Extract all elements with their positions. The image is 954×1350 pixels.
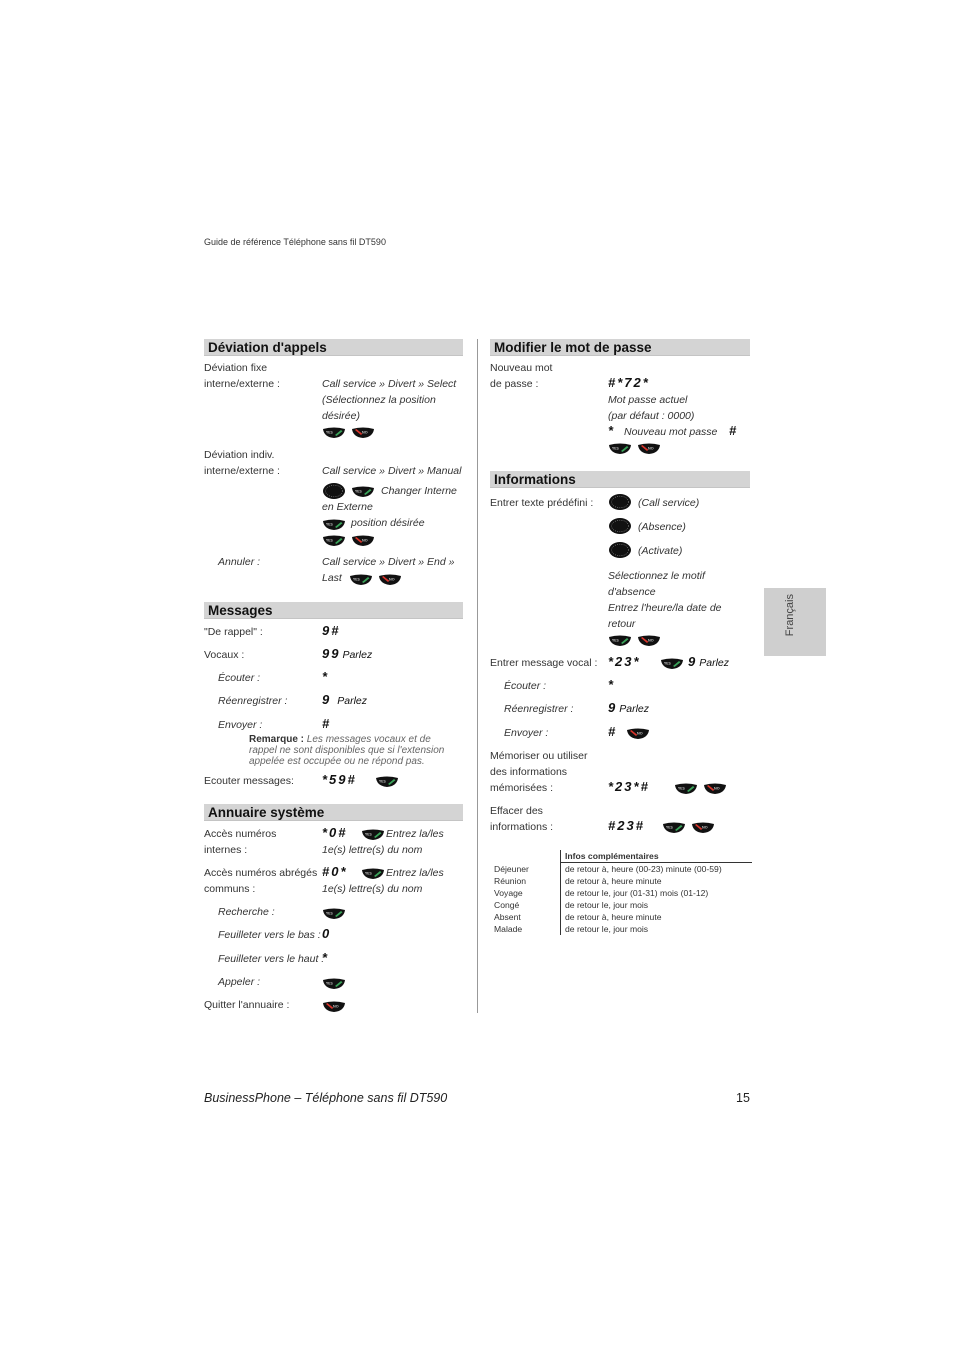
info-vocal-key: *23*: [608, 654, 641, 669]
svg-text:NO: NO: [362, 538, 368, 543]
table-cell-detail: de retour à, heure minute: [561, 875, 753, 887]
remarque-text: Les messages vocaux et de: [306, 734, 431, 745]
annuaire-lettres2: 1e(s) lettre(s) du nom: [322, 883, 423, 895]
info-memo-label: Mémoriser ou utiliser: [490, 750, 588, 762]
remarque-text3: appelée est occupée ou ne répond pas.: [249, 756, 425, 767]
info-select4: retour: [608, 618, 636, 630]
table-row: [490, 875, 752, 887]
annuaire-communs-label2: communs :: [204, 883, 256, 895]
deviation-fixe-label2: interne/externe :: [204, 378, 280, 390]
messages-ecouter-messages-label: Ecouter messages:: [204, 775, 294, 787]
svg-text:NO: NO: [648, 446, 654, 451]
table-row: [490, 923, 752, 935]
yes-key-icon: [351, 486, 375, 498]
no-key-icon: [703, 783, 727, 795]
svg-text:YES: YES: [326, 538, 333, 543]
annuaire-recherche-label: Recherche :: [218, 906, 275, 918]
table-cell-motif: Absent: [494, 912, 521, 922]
messages-envoyer-key: #: [322, 716, 332, 731]
column-divider: [477, 339, 478, 1013]
annuaire-haut-key: *: [322, 950, 330, 965]
yes-key-icon: [375, 776, 399, 788]
password-actuel: Mot passe actuel: [608, 394, 688, 406]
info-select3: Entrez l'heure/la date de: [608, 602, 722, 614]
yes-key-icon: [361, 868, 385, 880]
table-row: [490, 863, 752, 876]
yes-key-icon: [361, 829, 385, 841]
annuaire-internes-label: Accès numéros: [204, 828, 277, 840]
no-key-icon: [637, 443, 661, 455]
page-header: Guide de référence Téléphone sans fil DT590: [204, 237, 386, 247]
table-cell-detail: de retour le, jour mois: [561, 923, 753, 935]
annuaire-communs-key: #0*: [322, 864, 348, 879]
parlez-text: Parlez: [699, 657, 729, 669]
section-title-informations: Informations: [490, 471, 750, 488]
no-key-icon: [322, 1001, 346, 1013]
annuaire-internes-label2: internes :: [204, 844, 248, 856]
info-vocal-digit: 9: [688, 654, 698, 669]
yes-key-icon: [322, 535, 346, 547]
info-memo-label2: des informations: [490, 766, 568, 778]
table-header: Infos complémentaires: [561, 850, 753, 863]
deviation-fixe-path: Call service » Divert » Select: [322, 378, 457, 390]
yes-key-icon: [662, 822, 686, 834]
info-ecouter-label: Écouter :: [504, 680, 547, 692]
section-title-password: Modifier le mot de passe: [490, 339, 750, 356]
table-row: [490, 887, 752, 899]
info-effacer-label: Effacer des: [490, 805, 543, 817]
annuaire-quitter-label: Quitter l'annuaire :: [204, 999, 290, 1011]
password-nouveau-star: *: [608, 423, 616, 438]
svg-text:NO: NO: [333, 1004, 339, 1009]
info-call-service: (Call service): [638, 497, 700, 509]
svg-text:NO: NO: [637, 731, 643, 736]
deviation-fixe-label: Déviation fixe: [204, 362, 268, 374]
info-vocal-key2: [688, 654, 729, 671]
parlez-text: Parlez: [337, 695, 367, 707]
no-key-icon: [691, 822, 715, 834]
language-tab-label: Français: [784, 594, 796, 637]
svg-text:YES: YES: [612, 638, 619, 643]
svg-text:YES: YES: [326, 981, 333, 986]
password-label: Nouveau mot: [490, 362, 553, 374]
table-cell-detail: de retour le, jour mois: [561, 899, 753, 911]
deviation-fixe-note: (Sélectionnez la position: [322, 394, 436, 406]
no-key-icon: [351, 535, 375, 547]
deviation-annuler-label: Annuler :: [218, 556, 261, 568]
svg-text:YES: YES: [612, 446, 619, 451]
info-effacer-label2: informations :: [490, 821, 554, 833]
section-title-messages: Messages: [204, 602, 463, 619]
info-effacer-key: #23#: [608, 818, 645, 833]
deviation-annuler-path2: Last: [322, 572, 342, 584]
svg-text:YES: YES: [379, 779, 386, 784]
messages-rappel-label: "De rappel" :: [204, 626, 263, 638]
no-key-icon: [626, 728, 650, 740]
svg-text:NO: NO: [389, 577, 395, 582]
yes-key-icon: [322, 427, 346, 439]
deviation-indiv-path: Call service » Divert » Manual: [322, 465, 462, 477]
table-cell-motif: Déjeuner: [494, 863, 529, 874]
footer-title: BusinessPhone – Téléphone sans fil DT590: [204, 1091, 448, 1105]
svg-text:YES: YES: [326, 430, 333, 435]
info-activate: (Activate): [638, 545, 683, 557]
password-label2: de passe :: [490, 378, 539, 390]
info-texte-label: Entrer texte prédéfini :: [490, 497, 594, 509]
yes-key-icon: [322, 978, 346, 990]
parlez-text: Parlez: [342, 649, 373, 661]
table-cell-detail: de retour à, heure (00-23) minute (00-59): [561, 863, 753, 876]
svg-text:YES: YES: [678, 786, 685, 791]
table-cell-detail: de retour le, jour (01-31) mois (01-12): [561, 887, 753, 899]
yes-key-icon: [608, 443, 632, 455]
messages-reenregistrer-key: [322, 692, 367, 709]
navigation-key-icon: [608, 493, 632, 511]
language-tab: [764, 588, 826, 656]
password-nouveau-hash: #: [729, 423, 739, 438]
navigation-key-icon: [608, 517, 632, 535]
messages-ecouter-key: *: [322, 669, 330, 684]
remarque-label: Remarque :: [249, 734, 305, 745]
parlez-text: Parlez: [619, 703, 649, 715]
password-key: #*72*: [608, 375, 650, 390]
info-reenregistrer-label: Réenregistrer :: [504, 703, 574, 715]
info-complementaires-table: [490, 850, 752, 935]
info-reenregistrer-key: [608, 700, 649, 717]
info-envoyer-key: #: [608, 724, 618, 739]
yes-key-icon: [322, 908, 346, 920]
messages-rappel-key: 9#: [322, 623, 341, 638]
navigation-key-icon: [608, 541, 632, 559]
deviation-indiv-label: Déviation indiv.: [204, 449, 275, 461]
messages-ecouter-messages-key: *59#: [322, 772, 357, 787]
svg-text:YES: YES: [365, 832, 372, 837]
no-key-icon: [378, 574, 402, 586]
svg-text:YES: YES: [365, 871, 372, 876]
deviation-fixe-note2: désirée): [322, 410, 360, 422]
svg-text:NO: NO: [714, 786, 720, 791]
svg-text:YES: YES: [666, 825, 673, 830]
svg-text:YES: YES: [326, 522, 333, 527]
messages-remarque: [249, 734, 431, 745]
info-envoyer-label: Envoyer :: [504, 727, 549, 739]
annuaire-bas-label: Feuilleter vers le bas :: [218, 929, 321, 941]
table-row: [490, 899, 752, 911]
svg-text:NO: NO: [648, 638, 654, 643]
svg-text:YES: YES: [353, 577, 360, 582]
yes-key-icon: [608, 635, 632, 647]
svg-text:NO: NO: [362, 430, 368, 435]
deviation-indiv-change2: en Externe: [322, 501, 373, 513]
annuaire-internes-key: *0#: [322, 825, 348, 840]
deviation-indiv-change: Changer Interne: [381, 485, 457, 497]
info-select2: d'absence: [608, 586, 656, 598]
annuaire-entrez: Entrez la/les: [386, 828, 444, 840]
messages-ecouter-label: Écouter :: [218, 672, 261, 684]
annuaire-bas-key: 0: [322, 926, 332, 941]
page-number: 15: [736, 1091, 750, 1105]
annuaire-entrez2: Entrez la/les: [386, 867, 444, 879]
messages-vocaux-digits: 99: [322, 646, 341, 661]
annuaire-communs-label: Accès numéros abrégés: [204, 867, 318, 879]
password-nouveau: Nouveau mot passe: [624, 426, 718, 438]
messages-vocaux-key: [322, 646, 372, 663]
svg-text:YES: YES: [664, 661, 671, 666]
table-cell-detail: de retour à, heure minute: [561, 911, 753, 923]
svg-text:YES: YES: [355, 489, 362, 494]
table-cell-motif: Malade: [494, 924, 523, 934]
table-cell-motif: Congé: [494, 900, 520, 910]
annuaire-lettres: 1e(s) lettre(s) du nom: [322, 844, 423, 856]
deviation-annuler-path: Call service » Divert » End »: [322, 556, 455, 568]
table-row: [490, 911, 752, 923]
info-vocal-label: Entrer message vocal :: [490, 657, 598, 669]
messages-vocaux-label: Vocaux :: [204, 649, 245, 661]
deviation-indiv-position: position désirée: [351, 517, 425, 529]
yes-key-icon: [660, 658, 684, 670]
password-defaut: (par défaut : 0000): [608, 410, 695, 422]
yes-key-icon: [322, 519, 346, 531]
yes-key-icon: [349, 574, 373, 586]
annuaire-appeler-label: Appeler :: [218, 976, 261, 988]
table-cell-motif: Réunion: [494, 876, 527, 886]
svg-text:YES: YES: [326, 911, 333, 916]
info-reenregistrer-digit: 9: [608, 700, 618, 715]
section-title-deviation: Déviation d'appels: [204, 339, 463, 356]
yes-key-icon: [674, 783, 698, 795]
table-corner: [490, 850, 561, 863]
section-title-annuaire: Annuaire système: [204, 804, 463, 821]
deviation-indiv-label2: interne/externe :: [204, 465, 280, 477]
messages-reenregistrer-label: Réenregistrer :: [218, 695, 288, 707]
info-memo-label3: mémorisées :: [490, 782, 554, 794]
info-select1: Sélectionnez le motif: [608, 570, 705, 582]
navigation-key-icon: [322, 482, 346, 500]
info-ecouter-key: *: [608, 677, 616, 692]
info-absence: (Absence): [638, 521, 686, 533]
no-key-icon: [351, 427, 375, 439]
messages-envoyer-label: Envoyer :: [218, 719, 263, 731]
messages-reenregistrer-digit: 9: [322, 692, 332, 707]
table-cell-motif: Voyage: [494, 888, 523, 898]
svg-text:NO: NO: [702, 825, 708, 830]
no-key-icon: [637, 635, 661, 647]
remarque-text2: rappel ne sont disponibles que si l'extension: [249, 745, 445, 756]
info-memo-key: *23*#: [608, 779, 650, 794]
annuaire-haut-label: Feuilleter vers le haut :: [218, 953, 325, 965]
